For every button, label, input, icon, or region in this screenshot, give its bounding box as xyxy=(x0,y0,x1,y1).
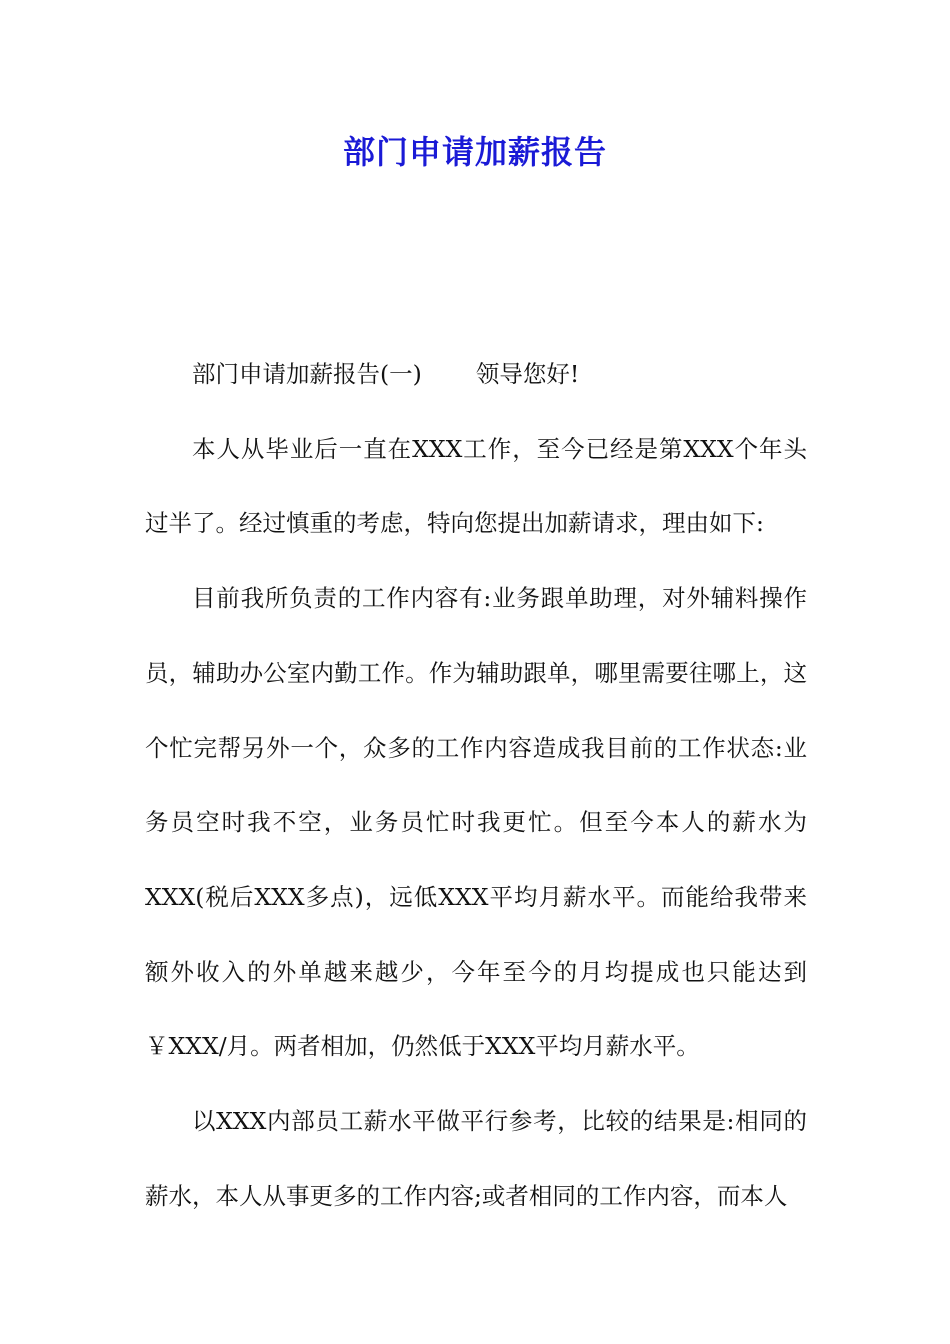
opening-paragraph xyxy=(145,337,807,412)
body-paragraph: 本人从毕业后一直在XXX工作，至今已经是第XXX个年头过半了。经过慎重的考虑，特向您提出加薪请求，理由如下: xyxy=(145,434,807,538)
body-paragraph: 目前我所负责的工作内容有:业务跟单助理，对外辅料操作员，辅助办公室内勤工作。作为辅助跟单，哪里需要往哪上，这个忙完帮另外一个，众多的工作内容造成我目前的工作状态:业务员空时我不空，业务员忙时我更忙。但至今本人的薪水为XXX(税后XXX多点)，远低XXX平均月薪水平。而能给我带来额外收入的外单越来越少，今年至今的月均提成也只能达到￥XXX/月。两者相加，仍然低于XXX平均月薪水平。 xyxy=(145,584,807,1061)
document-body xyxy=(145,337,807,1233)
document-title: 部门申请加薪报告 xyxy=(342,133,607,171)
body-paragraph: 以XXX内部员工薪水平做平行参考，比较的结果是:相同的薪水，本人从事更多的工作内容;或者相同的工作内容，而本人 xyxy=(145,1107,807,1210)
greeting: 领导您好! xyxy=(475,360,580,388)
report-subheading: 部门申请加薪报告(一) xyxy=(192,360,422,388)
